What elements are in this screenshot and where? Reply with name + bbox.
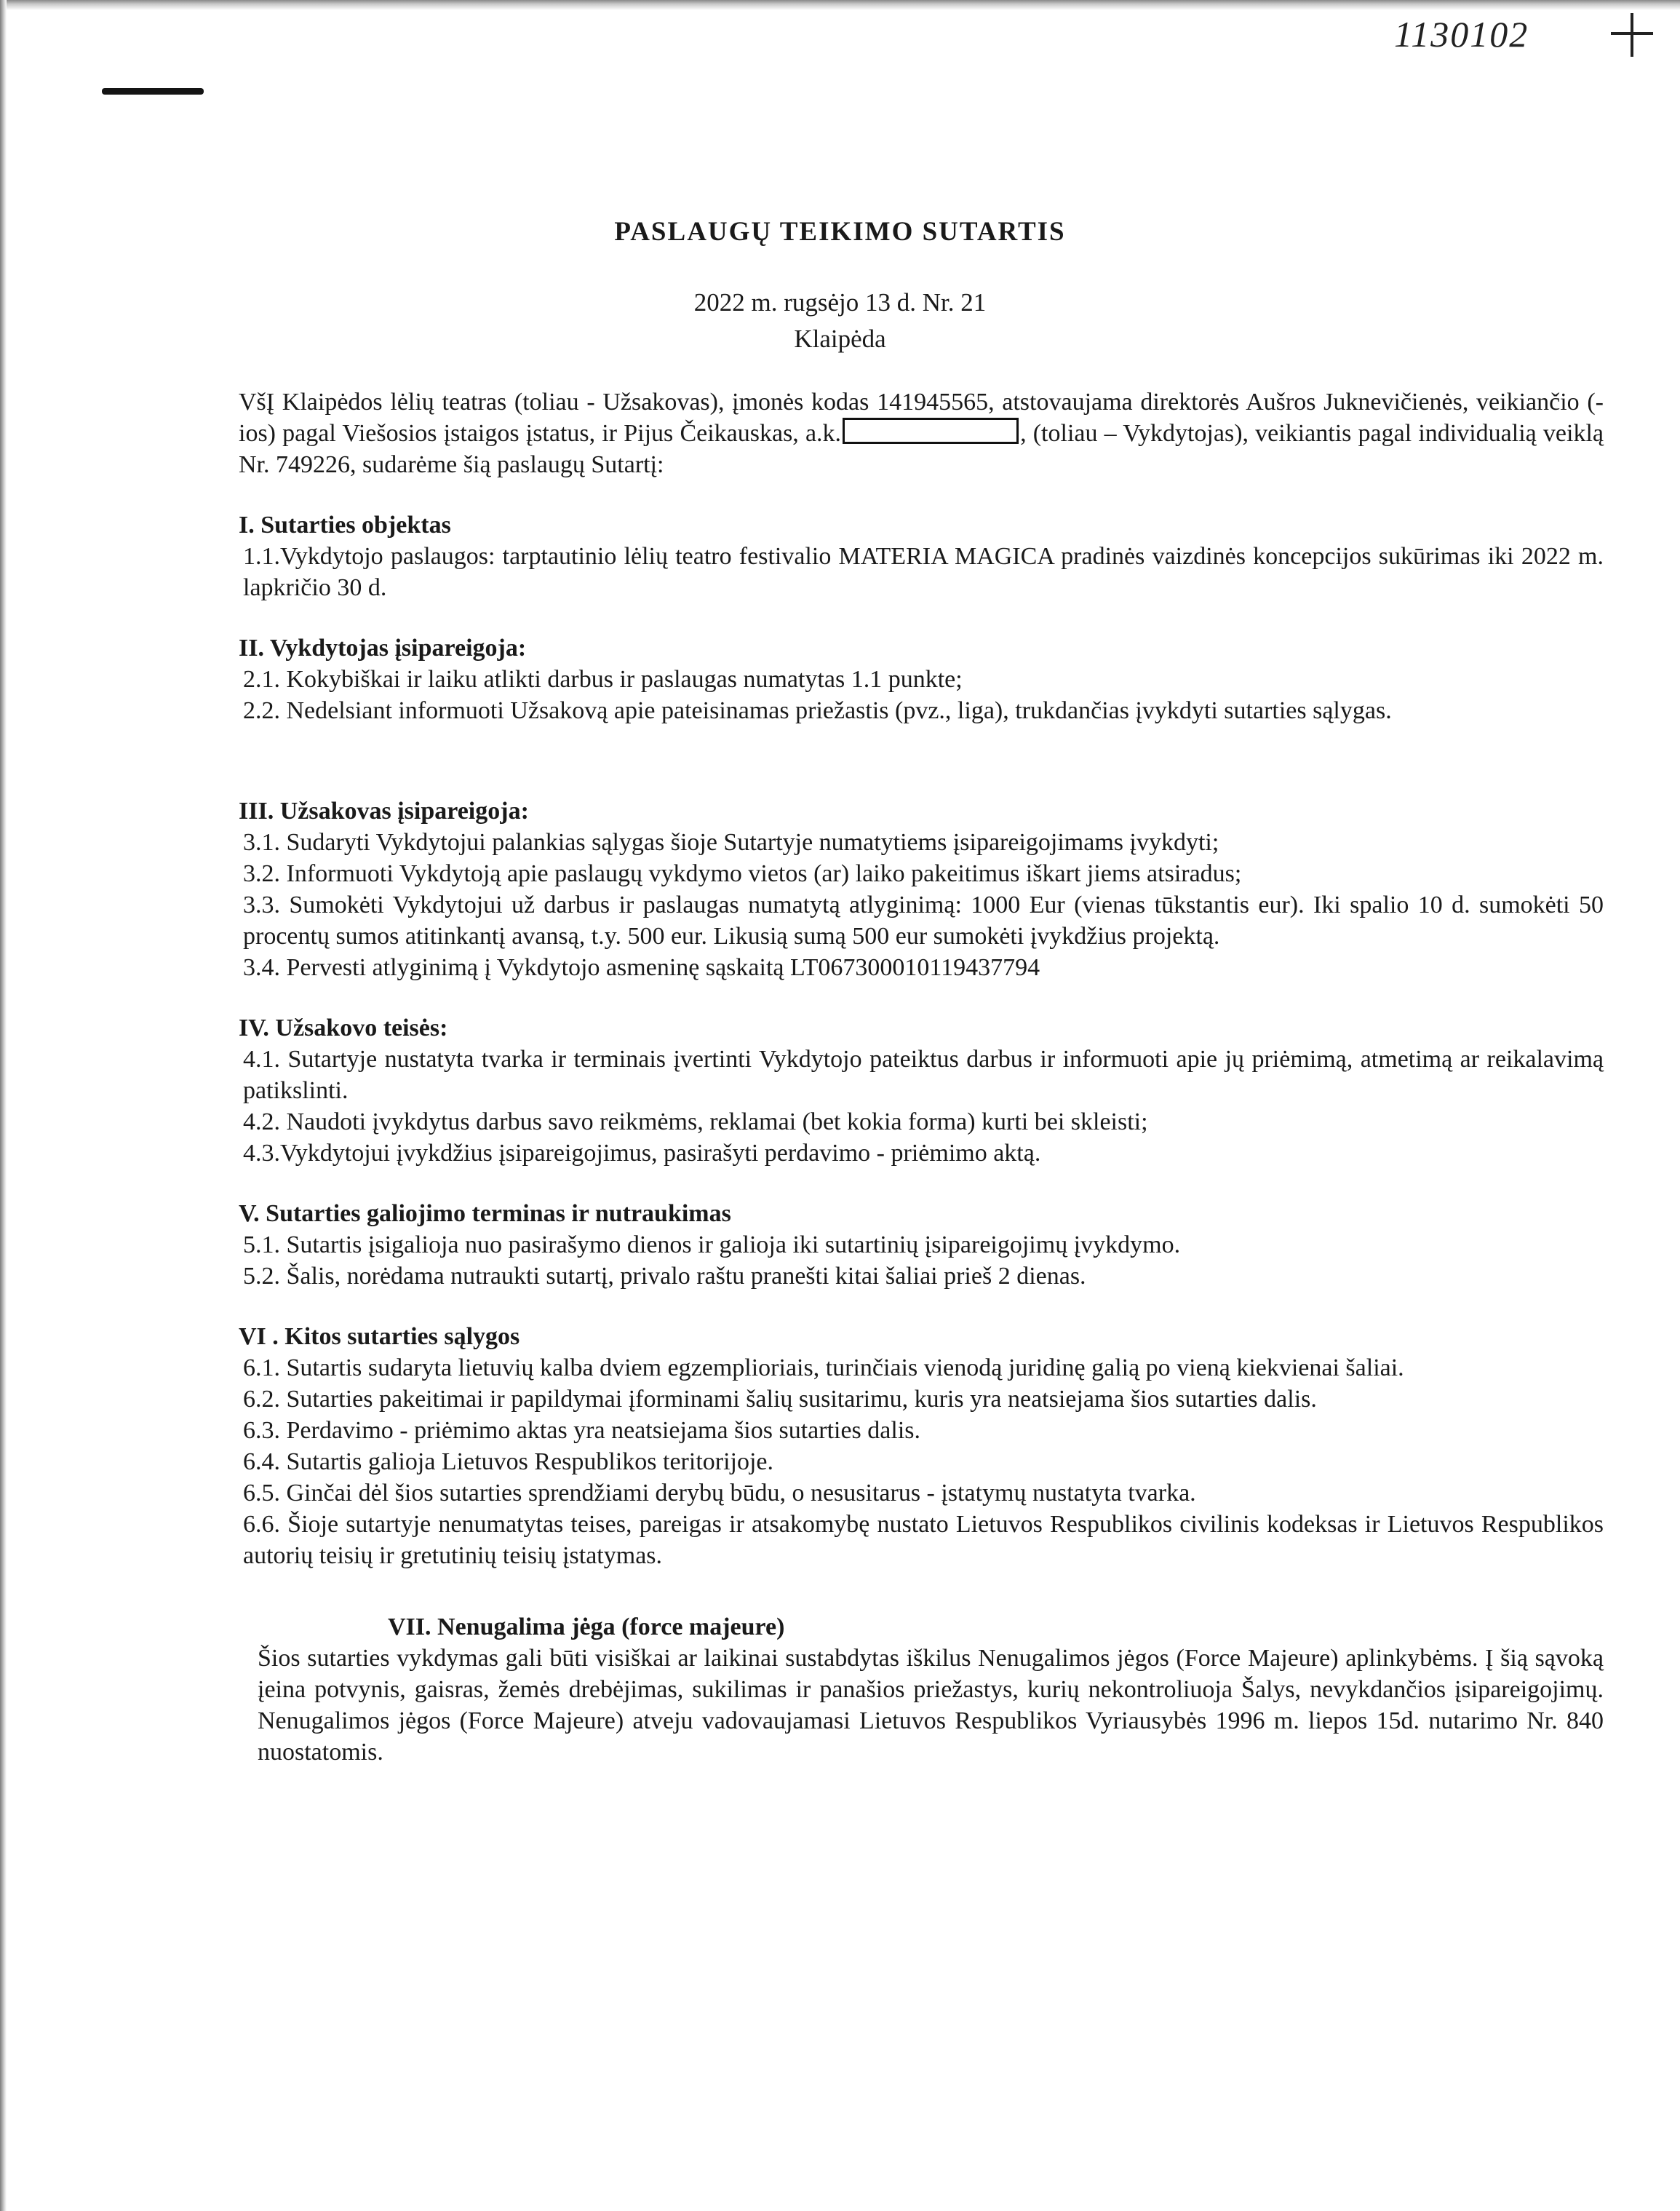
clause-6-3: 6.3. Perdavimo - priėmimo aktas yra neatsiejama šios sutarties dalis. [243, 1417, 920, 1444]
clause-4-3: 4.3.Vykdytojui įvykdžius įsipareigojimus, pasirašyti perdavimo - priėmimo aktą. [243, 1140, 1041, 1167]
clause-6-5: 6.5. Ginčai dėl šios sutarties sprendžiami derybų būdu, o nesusitarus - įstatymų nustatyta tvarka. [243, 1480, 1196, 1507]
intro-text-part2: , (toliau – Vykdytojas), veikiantis pagal individualią veiklą Nr. 749226, sudarėme šią paslaugų Sutartį: [239, 420, 1604, 478]
clause-5-1: 5.1. Sutartis įsigalioja nuo pasirašymo dienos ir galioja iki sutartinių įsipareigojimų įvykdymo. [243, 1231, 1181, 1258]
section-4-client-rights [239, 1012, 1604, 1169]
intro-paragraph [239, 386, 1604, 480]
section-3-client-obligations [239, 795, 1604, 983]
section-title: I. Sutarties objektas [239, 512, 451, 539]
handwritten-plus-mark [1611, 13, 1653, 57]
clause-6-4: 6.4. Sutartis galioja Lietuvos Respublikos teritorijoje. [243, 1448, 774, 1475]
contract-body [239, 386, 1604, 1768]
section-7-force-majeure-title: VII. Nenugalima jėga (force majeure) [388, 1613, 785, 1640]
section-title: VI . Kitos sutarties sąlygos [239, 1323, 520, 1350]
section-2-contractor-obligations [239, 632, 1604, 726]
clause-5-2: 5.2. Šalis, norėdama nutraukti sutartį, privalo raštu pranešti kitai šaliai prieš 2 dienas. [243, 1263, 1086, 1290]
intro-text-part1: VšĮ Klaipėdos lėlių teatras (toliau - Užsakovas), įmonės kodas 141945565, atstovaujama direktorės Aušros Juknevičienės, veikiančio (-ios) pagal Viešosios įstaigos įstatus, ir Pijus Čeikauskas, a.k. [239, 389, 1604, 447]
clause-3-1: 3.1. Sudaryti Vykdytojui palankias sąlygas šioje Sutartyje numatytiems įsipareigojimams įvykdyti; [243, 829, 1219, 856]
section-title: II. Vykdytojas įsipareigoja: [239, 635, 527, 662]
section-title: V. Sutarties galiojimo terminas ir nutraukimas [239, 1200, 731, 1227]
section-6-other-terms [239, 1321, 1604, 1571]
scan-top-edge [0, 0, 1680, 10]
clause-4-1: 4.1. Sutartyje nustatyta tvarka ir terminais įvertinti Vykdytojo pateiktus darbus ir informuoti apie jų priėmimą, atmetimą ar reikalavimą patikslinti. [243, 1046, 1604, 1104]
section-5-term-termination [239, 1198, 1604, 1292]
section-title: III. Užsakovas įsipareigoja: [239, 798, 529, 825]
document-title: PASLAUGŲ TEIKIMO SUTARTIS [614, 217, 1066, 247]
clause-1-1: 1.1.Vykdytojo paslaugos: tarptautinio lėlių teatro festivalio MATERIA MAGICA pradinės vaizdinės koncepcijos sukūrimas iki 2022 m. lapkričio 30 d. [243, 543, 1604, 601]
clause-3-4: 3.4. Pervesti atlyginimą į Vykdytojo asmeninę sąskaitą LT067300010119437794 [243, 954, 1040, 981]
clause-2-1: 2.1. Kokybiškai ir laiku atlikti darbus ir paslaugas numatytas 1.1 punkte; [243, 666, 963, 693]
redacted-personal-code-box [843, 418, 1019, 444]
force-majeure-paragraph: Šios sutarties vykdymas gali būti visiškai ar laikinai sustabdytas iškilus Nenugalimos jėgos (Force Majeure) aplinkybėms. Į šią sąvoką įeina potvynis, gaisras, žemės drebėjimas, sukilimas ir panašios priežastys, kurių nekontroliuoja Šalys, nevykdančios įsipareigojimų. Nenugalimos jėgos (Force Majeure) atveju vadovaujamasi Lietuvos Respublikos Vyriausybės 1996 m. liepos 15d. nutarimo Nr. 840 nuostatomis. [258, 1645, 1604, 1766]
clause-3-2: 3.2. Informuoti Vykdytoją apie paslaugų vykdymo vietos (ar) laiko pakeitimus iškart jiems atsiradus; [243, 860, 1242, 887]
handwritten-dash-mark [102, 88, 204, 95]
contract-city: Klaipėda [794, 325, 886, 353]
contract-date-number: 2022 m. rugsėjo 13 d. Nr. 21 [693, 288, 987, 317]
clause-4-2: 4.2. Naudoti įvykdytus darbus savo reikmėms, reklamai (bet kokia forma) kurti bei skleisti; [243, 1108, 1148, 1135]
clause-6-6: 6.6. Šioje sutartyje nenumatytas teises, pareigas ir atsakomybę nustato Lietuvos Respublikos civilinis kodeksas ir Lietuvos Respublikos autorių teisių ir gretutinių teisių įstatymas. [243, 1511, 1604, 1569]
handwritten-doc-number: 1130102 [1394, 14, 1529, 55]
section-title: IV. Užsakovo teisės: [239, 1015, 448, 1041]
clause-2-2: 2.2. Nedelsiant informuoti Užsakovą apie pateisinamas priežastis (pvz., liga), trukdančias įvykdyti sutarties sąlygas. [243, 697, 1392, 724]
clause-3-3: 3.3. Sumokėti Vykdytojui už darbus ir paslaugas numatytą atlyginimą: 1000 Eur (vienas tūkstantis eur). Iki spalio 10 d. sumokėti 50 procentų sumos atitinkantį avansą, t.y. 500 eur. Likusią sumą 500 eur sumokėti įvykdžius projektą. [243, 892, 1604, 950]
section-1-object [239, 509, 1604, 603]
clause-6-1: 6.1. Sutartis sudaryta lietuvių kalba dviem egzemplioriais, turinčiais vienodą juridinę galią po vieną kiekvienai šaliai. [243, 1354, 1404, 1381]
clause-6-2: 6.2. Sutarties pakeitimai ir papildymai įforminami šalių susitarimu, kuris yra neatsiejama šios sutarties dalis. [243, 1386, 1317, 1413]
